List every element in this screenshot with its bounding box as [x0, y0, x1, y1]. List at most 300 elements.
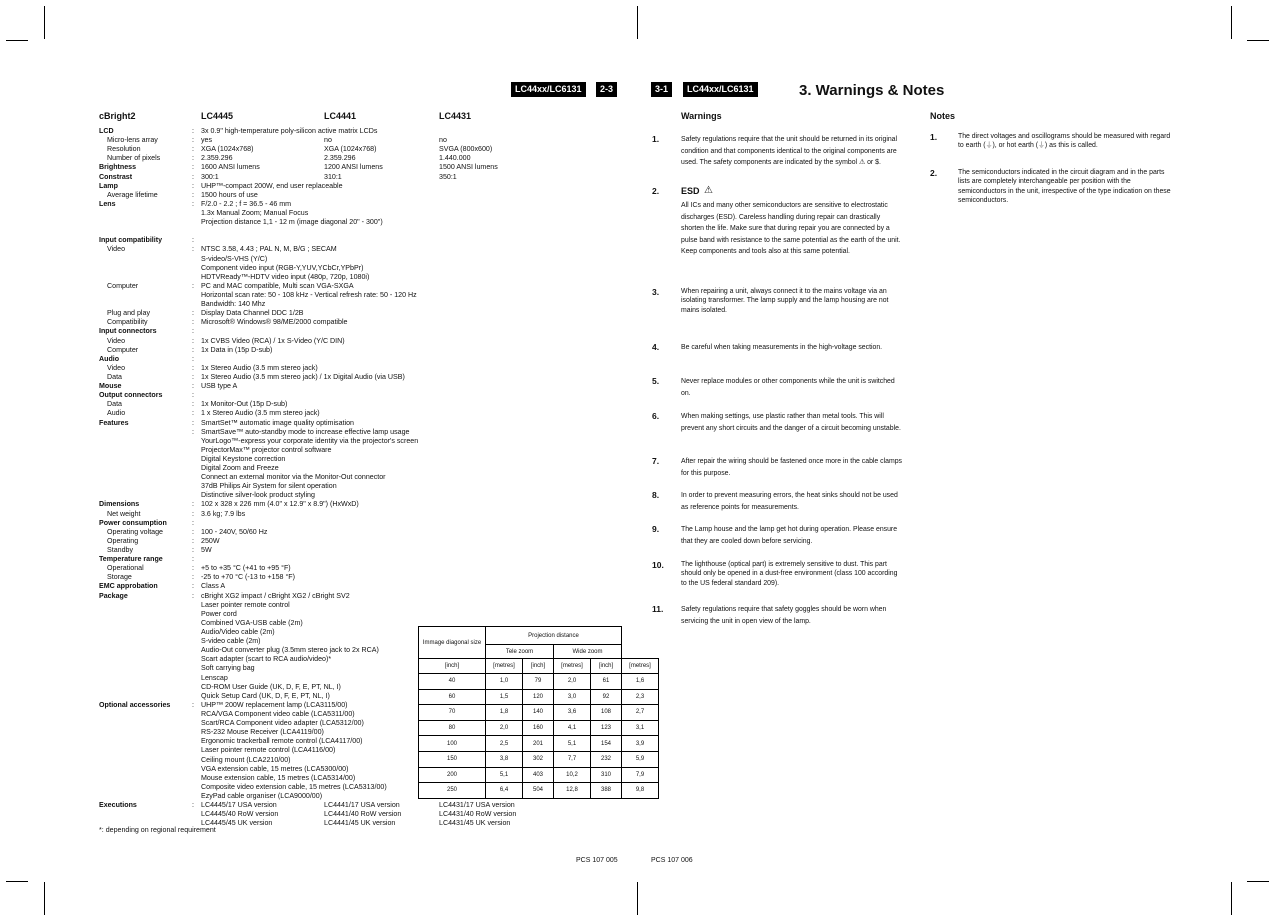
table-cell: 3,0: [554, 689, 591, 705]
spec-value-v1: USB type A: [201, 382, 238, 391]
spec-value-v1: 300:1: [201, 172, 219, 181]
table-cell: 7,7: [554, 751, 591, 767]
spec-value-v1: S-video cable (2m): [201, 637, 261, 646]
spec-row: [99, 409, 639, 418]
table-cell: 5,1: [486, 767, 523, 783]
spec-value-v1: Ergonomic trackerball remote control (LCA4117/00): [201, 737, 363, 746]
spec-row: [99, 200, 639, 209]
warning-number: 11.: [652, 604, 664, 614]
spec-colon: :: [192, 500, 194, 509]
note-text: The direct voltages and oscillograms should be measured with regard to earth (⏚), or hot earth (⏚) as this is called.: [958, 133, 1171, 150]
spec-value-v1: +5 to +35 °C (+41 to +95 °F): [201, 564, 291, 573]
spec-row: [99, 282, 639, 291]
spec-row: [99, 810, 639, 819]
table-cell: 310: [591, 767, 622, 783]
spec-value-v2: LC4441/45 UK version: [324, 819, 396, 828]
spec-key: LCD: [99, 127, 114, 135]
spec-value-v1: 2.359.296: [201, 154, 233, 163]
spec-value-v1: 1x Data in (15p D-sub): [201, 345, 273, 354]
spec-row: [99, 163, 639, 172]
spec-value-v1: 100 - 240V, 50/60 Hz: [201, 527, 268, 536]
table-row: [419, 720, 659, 736]
spec-key: Power consumption: [99, 518, 167, 527]
table-cell: 100: [419, 736, 486, 752]
table-row: [419, 736, 659, 752]
unit-header: [inch]: [591, 659, 622, 674]
warning-number: 7.: [652, 456, 660, 466]
spec-value-v1: CD-ROM User Guide (UK, D, F, E, PT, NL, I): [201, 682, 341, 691]
spec-row: [99, 373, 639, 382]
spec-colon: :: [192, 546, 194, 555]
spec-value-v1: 5W: [201, 546, 212, 555]
spec-colon: :: [192, 127, 194, 135]
spec-key: Operating: [107, 536, 139, 545]
spec-key: Package: [99, 591, 128, 600]
spec-value-v2: no: [324, 136, 332, 145]
footnote: *: depending on regional requirement: [99, 826, 216, 834]
spec-value-v1: Microsoft® Windows® 98/ME/2000 compatible: [201, 318, 348, 327]
spec-value-v1: UHP™ 200W replacement lamp (LCA3115/00): [201, 700, 348, 709]
spec-value-v1: 1x Stereo Audio (3.5 mm stereo jack) / 1x Digital Audio (via USB): [201, 372, 405, 381]
spec-value-v1: 3.6 kg; 7.9 lbs: [201, 509, 246, 518]
spec-row: [99, 127, 639, 136]
spec-value-v1: Power cord: [201, 609, 237, 618]
spec-value-v1: 102 x 328 x 226 mm (4.0" x 12.9" x 8.9") (HxWxD): [201, 500, 359, 509]
spec-value-v1: SmartSet™ automatic image quality optimisation: [201, 418, 354, 427]
spec-row: [99, 191, 639, 200]
spec-row: [99, 245, 639, 254]
table-cell: 6,4: [486, 783, 523, 799]
left-page-code: PCS 107 005: [576, 857, 618, 864]
spec-row: [99, 400, 639, 409]
spec-value-v1: HDTVReady™-HDTV video input (480p, 720p, 1080i): [201, 272, 370, 281]
spec-key: Data: [107, 400, 122, 409]
spec-row: [99, 801, 639, 810]
table-cell: 150: [419, 751, 486, 767]
spec-colon: :: [192, 409, 194, 418]
spec-key: Video: [107, 363, 126, 372]
spec-colon: :: [192, 555, 194, 564]
table-cell: 3,1: [622, 720, 659, 736]
spec-row: [99, 519, 639, 528]
spec-row: [99, 491, 639, 500]
spec-value-v1: 37dB Philips Air System for silent operation: [201, 482, 337, 491]
table-cell: 7,9: [622, 767, 659, 783]
spec-value-v1: RCA/VGA Component video cable (LCA5311/00): [201, 710, 355, 718]
table-cell: 40: [419, 674, 486, 690]
wide-zoom-header: Wide zoom: [554, 645, 622, 659]
table-cell: 2,0: [486, 720, 523, 736]
warnings-heading: Warnings: [681, 111, 722, 121]
table-cell: 200: [419, 767, 486, 783]
spec-row: [99, 555, 639, 564]
spec-row: [99, 601, 639, 610]
warning-number: 8.: [652, 490, 660, 500]
spec-row: [99, 145, 639, 154]
spec-row: [99, 528, 639, 537]
spec-value-v1: Ceiling mount (LCA2210/00): [201, 755, 291, 764]
spec-row: [99, 419, 639, 428]
spec-row: [99, 136, 639, 145]
spec-colon: :: [192, 236, 194, 245]
spec-key: Number of pixels: [107, 154, 161, 163]
warning-number: 9.: [652, 524, 660, 534]
spec-row: [99, 346, 639, 355]
spec-value-v2: LC4441/17 USA version: [324, 801, 400, 810]
spec-value-v1: Quick Setup Card (UK, D, F, E, PT, NL, I): [201, 691, 330, 700]
spec-value-v1: -25 to +70 °C (-13 to +158 °F): [201, 573, 295, 582]
spec-key: Data: [107, 372, 122, 381]
spec-key: Compatibility: [107, 318, 148, 327]
spec-row: [99, 227, 639, 236]
notes-heading: Notes: [930, 111, 956, 121]
table-cell: 388: [591, 783, 622, 799]
table-cell: 504: [523, 783, 554, 799]
warning-text: All ICs and many other semiconductors are sensitive to electrostatic discharges (ESD). Careless handling during repair can drastically shorten the life. Make sure that during repair you are connected by a pulse band with resistance to the same potential as the earth of the unit. Keep components and tools also at this same potential.: [681, 202, 901, 255]
spec-colon: :: [192, 336, 194, 345]
spec-value-v1: 1.3x Manual Zoom; Manual Focus: [201, 208, 309, 217]
spec-row: [99, 173, 639, 182]
spec-row: [99, 582, 639, 591]
table-cell: 61: [591, 674, 622, 690]
spec-colon: :: [192, 154, 194, 163]
table-cell: 79: [523, 674, 554, 690]
spec-row: [99, 473, 639, 482]
spec-colon: :: [192, 172, 194, 181]
warning-text: Safety regulations require that the unit should be returned in its original condition and that components identical to the original components are used. The safety components are indicated by the symbol ⚠ or $.: [681, 136, 898, 166]
table-cell: 3,8: [486, 751, 523, 767]
spec-key: EMC approbation: [99, 582, 158, 591]
spec-colon: :: [192, 700, 194, 709]
column-header-lc4441: LC4441: [324, 111, 357, 121]
spec-key: Input compatibility: [99, 236, 163, 245]
spec-row: [99, 337, 639, 346]
projection-distance-table: [418, 626, 659, 799]
spec-row: [99, 309, 639, 318]
spec-row: [99, 264, 639, 273]
table-cell: 92: [591, 689, 622, 705]
spec-value-v3: 1.440.000: [439, 154, 471, 163]
spec-colon: :: [192, 527, 194, 536]
spec-colon: :: [192, 163, 194, 172]
spec-key: Input connectors: [99, 327, 157, 336]
spec-value-v3: no: [439, 136, 447, 145]
spec-value-v1: Class A: [201, 582, 226, 591]
spec-value-v1: Component video input (RGB-Y,YUV,YCbCr,YPbPr): [201, 263, 364, 272]
spec-colon: :: [192, 418, 194, 427]
spec-row: [99, 464, 639, 473]
spec-row: [99, 446, 639, 455]
spec-key: Mouse: [99, 382, 122, 391]
spec-row: [99, 391, 639, 400]
spec-colon: :: [192, 354, 194, 363]
spec-row: [99, 428, 639, 437]
warning-number: 10.: [652, 560, 664, 570]
spec-value-v1: 1x CVBS Video (RCA) / 1x S-Video (Y/C DIN): [201, 336, 345, 345]
spec-value-v2: 1200 ANSI lumens: [324, 163, 383, 172]
esd-title: ESD: [681, 186, 700, 196]
right-header-page: 3-1: [651, 82, 672, 97]
spec-colon: :: [192, 345, 194, 354]
spec-value-v1: Horizontal scan rate: 50 - 108 kHz - Vertical refresh rate: 50 - 120 Hz: [201, 290, 417, 299]
esd-hand-icon: ⚠: [704, 185, 713, 196]
spec-colon: :: [192, 801, 194, 810]
spec-value-v3: LC4431/17 USA version: [439, 801, 515, 810]
spec-row: [99, 437, 639, 446]
spec-key: Micro-lens array: [107, 136, 158, 145]
spec-row: [99, 300, 639, 309]
spec-row: [99, 546, 639, 555]
spec-colon: :: [192, 509, 194, 518]
spec-value-v1: Digital Zoom and Freeze: [201, 464, 279, 473]
table-cell: 1,0: [486, 674, 523, 690]
spec-value-v1: Scart adapter (scart to RCA audio/video)*: [201, 655, 332, 664]
spec-row: [99, 500, 639, 509]
spec-row: [99, 318, 639, 327]
spec-colon: :: [192, 199, 194, 208]
warning-text: Never replace modules or other components while the unit is switched on.: [681, 378, 895, 397]
spec-value-v2: XGA (1024x768): [324, 145, 377, 154]
spec-value-v1: EzyPad cable organiser (LCA9000/00): [201, 791, 323, 800]
spec-key: Lens: [99, 199, 116, 208]
table-row: [419, 767, 659, 783]
spec-colon: :: [192, 573, 194, 582]
unit-header: [inch]: [419, 659, 486, 674]
spec-value-v1: VGA extension cable, 15 metres (LCA5300/00): [201, 764, 349, 773]
spec-value-v1: Display Data Channel DDC 1/2B: [201, 309, 304, 318]
table-cell: 160: [523, 720, 554, 736]
spec-key: Net weight: [107, 509, 141, 518]
right-header-model: LC44xx/LC6131: [683, 82, 758, 97]
table-cell: 80: [419, 720, 486, 736]
spec-colon: :: [192, 190, 194, 199]
spec-value-v1: cBright XG2 impact / cBright XG2 / cBright SV2: [201, 591, 350, 600]
spec-colon: :: [192, 318, 194, 327]
table-cell: 302: [523, 751, 554, 767]
spec-value-v2: LC4441/40 RoW version: [324, 810, 402, 819]
warning-number: 1.: [652, 134, 660, 144]
table-cell: 2,0: [554, 674, 591, 690]
table-cell: 1,8: [486, 705, 523, 721]
spec-value-v1: LC4445/17 USA version: [201, 801, 277, 810]
projection-distance-header: Projection distance: [486, 627, 622, 645]
spec-key: Lamp: [99, 181, 118, 190]
warning-text: Safety regulations require that safety goggles should be worn when servicing the unit in open view of the lamp.: [681, 606, 887, 625]
spec-key: Plug and play: [107, 309, 150, 318]
warning-text: The lighthouse (optical part) is extremely sensitive to dust. This part should only be opened in a dust-free environment (class 100 according to the US federal standard 209).: [681, 561, 898, 587]
spec-value-v1: Audio/Video cable (2m): [201, 628, 275, 637]
spec-row: [99, 364, 639, 373]
table-cell: 2,3: [622, 689, 659, 705]
spec-key: Computer: [107, 281, 139, 290]
table-cell: 4,1: [554, 720, 591, 736]
table-cell: 120: [523, 689, 554, 705]
spec-row: [99, 382, 639, 391]
table-cell: 154: [591, 736, 622, 752]
spec-row: [99, 154, 639, 163]
spec-key: Computer: [107, 345, 139, 354]
spec-colon: :: [192, 281, 194, 290]
spec-key: Operational: [107, 564, 144, 573]
table-cell: 5,9: [622, 751, 659, 767]
spec-colon: :: [192, 591, 194, 600]
spec-key: Resolution: [107, 145, 141, 154]
warning-text: When repairing a unit, always connect it to the mains voltage via an isolating transformer. The lamp supply and the lamp housing are not mains isolated.: [681, 288, 889, 314]
table-row: [419, 783, 659, 799]
table-cell: 123: [591, 720, 622, 736]
spec-value-v1: LC4445/40 RoW version: [201, 810, 279, 819]
warning-number: 5.: [652, 376, 660, 386]
table-row: [419, 705, 659, 721]
table-cell: 232: [591, 751, 622, 767]
spec-row: [99, 218, 639, 227]
spec-row: [99, 455, 639, 464]
warning-number: 3.: [652, 287, 660, 297]
table-row: [419, 674, 659, 690]
spec-value-v3: LC4431/45 UK version: [439, 819, 511, 828]
spec-colon: :: [192, 363, 194, 372]
spec-value-v1: SmartSave™ auto-standby mode to increase effective lamp usage: [201, 427, 410, 436]
unit-header: [metres]: [622, 659, 659, 674]
spec-value-v1: LC4445/45 UK version: [201, 819, 273, 828]
spec-value-v1: S-video/S-VHS (Y/C): [201, 254, 268, 263]
spec-row: [99, 564, 639, 573]
table-row: [419, 751, 659, 767]
spec-key: Dimensions: [99, 500, 140, 509]
spec-value-v1: F/2.0 - 2.2 ; f = 36.5 - 46 mm: [201, 199, 292, 208]
spec-value-v1: Soft carrying bag: [201, 664, 255, 673]
spec-colon: :: [192, 136, 194, 145]
spec-value-v1: UHP™-compact 200W, end user replaceable: [201, 181, 343, 190]
spec-row: [99, 592, 639, 601]
spec-value-v1: RS-232 Mouse Receiver (LCA4119/00): [201, 728, 324, 737]
spec-row: [99, 209, 639, 218]
warning-text: When making settings, use plastic rather than metal tools. This will prevent any short circuits and the danger of a circuit becoming unstable.: [681, 413, 901, 432]
spec-value-v1: 1x Stereo Audio (3.5 mm stereo jack): [201, 363, 318, 372]
spec-key: Executions: [99, 801, 137, 810]
note-number: 1.: [930, 132, 938, 142]
note-text: The semiconductors indicated in the circuit diagram and in the parts lists are completely interchangeable per position with the semiconductors in the unit, irrespective of the type indication on these semiconductors.: [958, 169, 1171, 205]
spec-row: [99, 236, 639, 245]
spec-value-v1: Mouse extension cable, 15 metres (LCA5314/00): [201, 773, 356, 782]
spec-colon: :: [192, 145, 194, 154]
spec-row: [99, 327, 639, 336]
spec-key: Brightness: [99, 163, 137, 172]
spec-colon: :: [192, 518, 194, 527]
spec-value-v1: Connect an external monitor via the Monitor-Out connector: [201, 473, 386, 482]
spec-colon: :: [192, 181, 194, 190]
spec-value-v1: yes: [201, 136, 213, 145]
spec-value-v2: 2.359.296: [324, 154, 356, 163]
spec-row: [99, 537, 639, 546]
spec-value-v1: ProjectorMax™ projector control software: [201, 445, 332, 454]
spec-value-v1: 250W: [201, 536, 220, 545]
spec-key: Storage: [107, 573, 132, 582]
spec-colon: :: [192, 372, 194, 381]
table-row: [419, 689, 659, 705]
spec-key: Constrast: [99, 172, 133, 181]
spec-row: [99, 482, 639, 491]
table-cell: 10,2: [554, 767, 591, 783]
spec-key: Standby: [107, 546, 134, 555]
warning-text: The Lamp house and the lamp get hot during operation. Please ensure that they are cooled down before servicing.: [681, 526, 898, 545]
spec-value-v1: 1x Monitor-Out (15p D-sub): [201, 400, 288, 409]
spec-value-v3: 350:1: [439, 172, 457, 181]
spec-key: Video: [107, 245, 126, 254]
column-header-lc4431: LC4431: [439, 111, 472, 121]
spec-colon: :: [192, 391, 194, 400]
spec-value-v1: Combined VGA-USB cable (2m): [201, 618, 303, 627]
warning-text: In order to prevent measuring errors, the heat sinks should not be used as reference points for measurements.: [681, 492, 898, 511]
spec-colon: :: [192, 536, 194, 545]
table-cell: 60: [419, 689, 486, 705]
warning-number: 6.: [652, 411, 660, 421]
spec-colon: :: [192, 309, 194, 318]
table-cell: 140: [523, 705, 554, 721]
image-diagonal-header: Immage diagonal size: [419, 627, 486, 659]
table-cell: 70: [419, 705, 486, 721]
warning-number: 4.: [652, 342, 660, 352]
column-header-cbright2: cBright2: [99, 111, 136, 121]
spec-value-v1: 1500 hours of use: [201, 190, 258, 199]
spec-value-v1: 3x 0.9" high-temperature poly-silicon active matrix LCDs: [201, 127, 378, 135]
spec-colon: :: [192, 245, 194, 254]
warning-number: 2.: [652, 186, 660, 196]
warning-text: Be careful when taking measurements in the high-voltage section.: [681, 344, 883, 351]
spec-value-v3: SVGA (800x600): [439, 145, 493, 154]
table-cell: 108: [591, 705, 622, 721]
spec-value-v1: 1600 ANSI lumens: [201, 163, 260, 172]
spec-colon: :: [192, 427, 194, 436]
spec-value-v3: LC4431/40 RoW version: [439, 810, 517, 819]
column-header-lc4445: LC4445: [201, 111, 234, 121]
spec-row: [99, 510, 639, 519]
spec-key: Output connectors: [99, 391, 163, 400]
spec-value-v1: Projection distance 1,1 - 12 m (image diagonal 20" - 300"): [201, 218, 383, 227]
spec-value-v1: XGA (1024x768): [201, 145, 254, 154]
spec-row: [99, 182, 639, 191]
table-cell: 9,8: [622, 783, 659, 799]
warning-text: After repair the wiring should be fastened once more in the cable clamps for this purpose.: [681, 458, 903, 477]
table-cell: 3,9: [622, 736, 659, 752]
spec-value-v1: Laser pointer remote control (LCA4116/00): [201, 746, 336, 755]
spec-row: [99, 610, 639, 619]
table-cell: 201: [523, 736, 554, 752]
spec-value-v1: Composite video extension cable, 15 metres (LCA5313/00): [201, 782, 387, 791]
spec-value-v1: Laser pointer remote control: [201, 600, 290, 609]
spec-key: Optional accessories: [99, 700, 171, 709]
spec-key: Features: [99, 418, 129, 427]
unit-header: [metres]: [554, 659, 591, 674]
spec-value-v1: NTSC 3.58, 4.43 ; PAL N, M, B/G ; SECAM: [201, 245, 337, 254]
table-cell: 250: [419, 783, 486, 799]
spec-row: [99, 355, 639, 364]
spec-value-v1: YourLogo™-express your corporate identity via the projector's screen: [201, 436, 419, 445]
spec-value-v1: 1 x Stereo Audio (3.5 mm stereo jack): [201, 409, 320, 418]
table-cell: 1,5: [486, 689, 523, 705]
table-cell: 1,6: [622, 674, 659, 690]
table-cell: 2,7: [622, 705, 659, 721]
left-header-model: LC44xx/LC6131: [511, 82, 586, 97]
table-cell: 3,6: [554, 705, 591, 721]
right-page-code: PCS 107 006: [651, 857, 693, 864]
spec-colon: :: [192, 582, 194, 591]
table-cell: 403: [523, 767, 554, 783]
tele-zoom-header: Tele zoom: [486, 645, 554, 659]
spec-row: [99, 255, 639, 264]
spec-value-v1: Distinctive silver-look product styling: [201, 491, 315, 500]
spec-value-v1: PC and MAC compatible, Multi scan VGA-SXGA: [201, 281, 354, 290]
